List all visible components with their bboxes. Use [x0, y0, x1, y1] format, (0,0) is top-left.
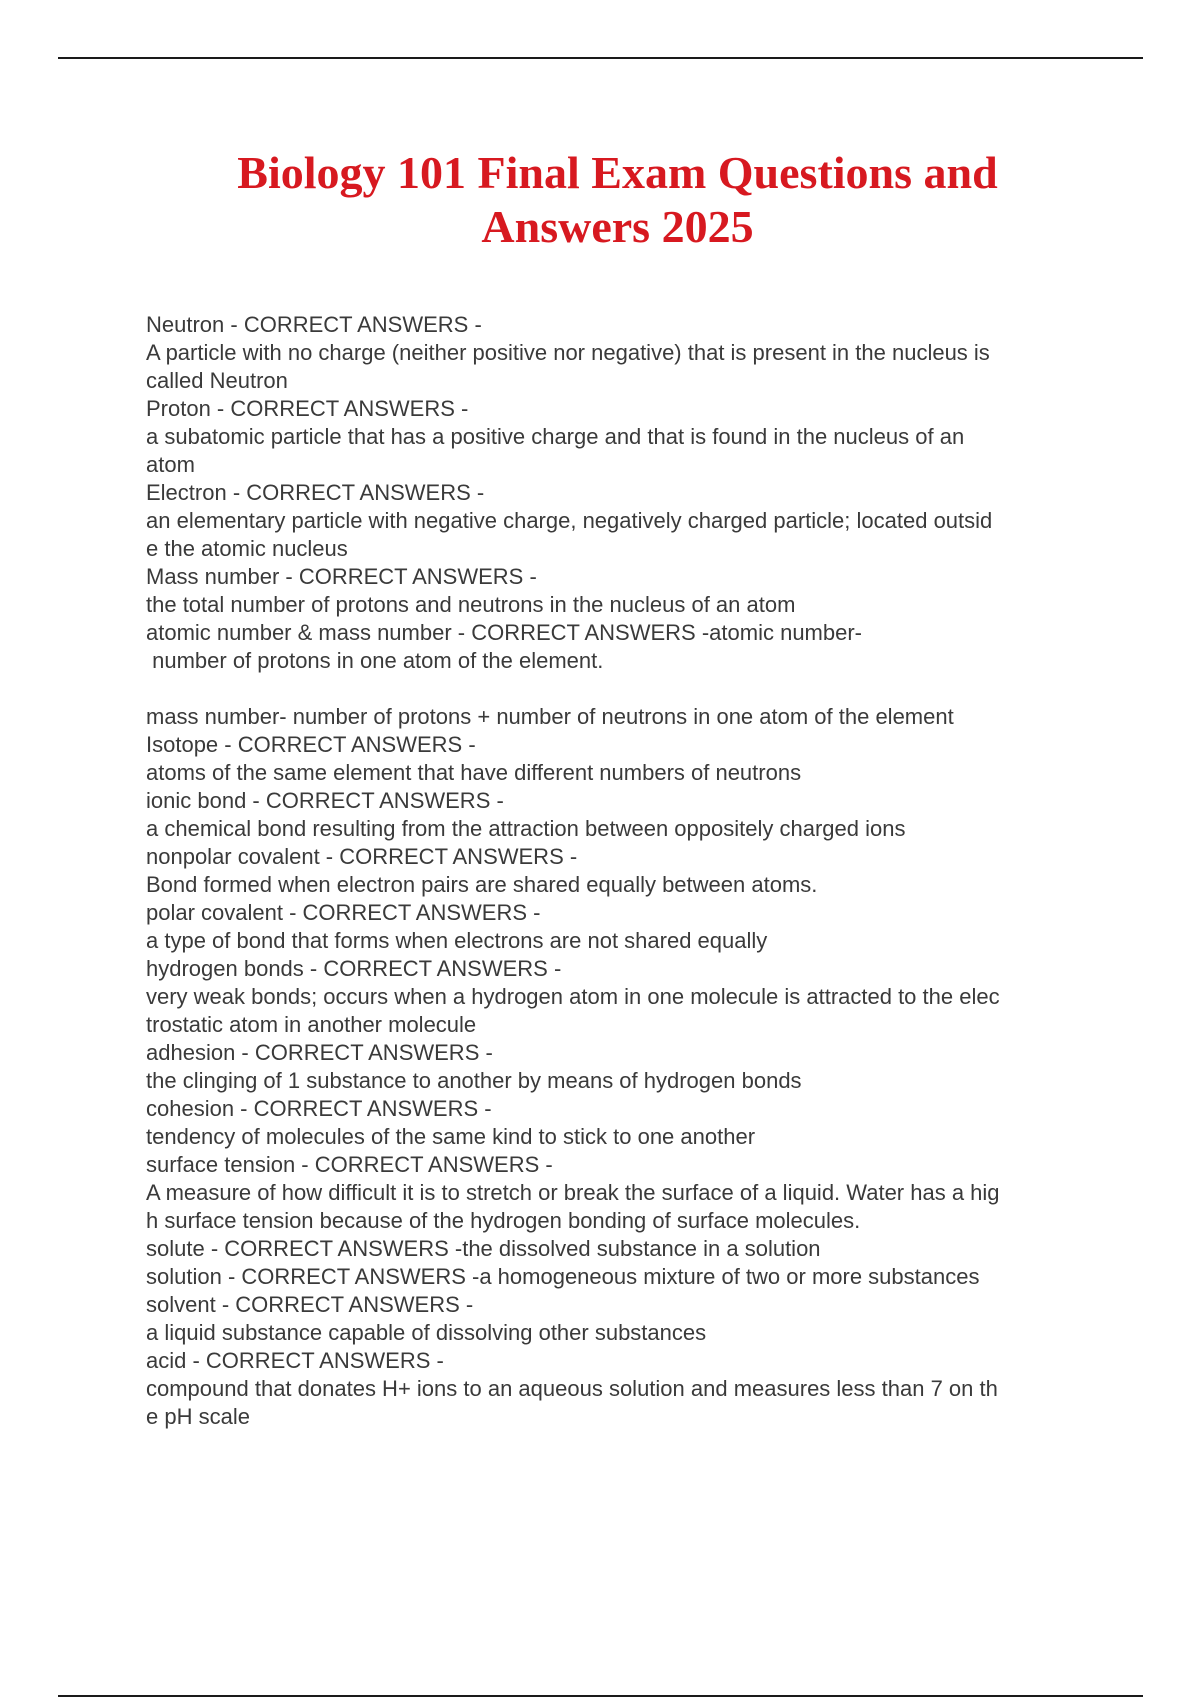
- text-line: solvent - CORRECT ANSWERS -: [146, 1292, 474, 1317]
- text-line: solution - CORRECT ANSWERS -a homogeneous mixture of two or more substances: [146, 1264, 980, 1289]
- text-line: Electron - CORRECT ANSWERS -: [146, 480, 485, 505]
- text-line: Neutron - CORRECT ANSWERS -: [146, 312, 482, 337]
- text-line: Isotope - CORRECT ANSWERS -: [146, 732, 476, 757]
- text-line: the clinging of 1 substance to another by means of hydrogen bonds: [146, 1068, 802, 1093]
- text-line: a chemical bond resulting from the attraction between oppositely charged ions: [146, 816, 906, 841]
- blank-line: [146, 675, 1091, 703]
- text-line: polar covalent - CORRECT ANSWERS -: [146, 900, 541, 925]
- text-line: A particle with no charge (neither positive nor negative) that is present in the nucleus is: [146, 340, 990, 365]
- text-line: atoms of the same element that have different numbers of neutrons: [146, 760, 802, 785]
- text-line: atomic number & mass number - CORRECT ANSWERS -atomic number-: [146, 620, 862, 645]
- text-line: Mass number - CORRECT ANSWERS -: [146, 564, 537, 589]
- text-line: a type of bond that forms when electrons are not shared equally: [146, 928, 768, 953]
- text-line: surface tension - CORRECT ANSWERS -: [146, 1152, 553, 1177]
- text-line: ionic bond - CORRECT ANSWERS -: [146, 788, 504, 813]
- text-line: tendency of molecules of the same kind to stick to one another: [146, 1124, 756, 1149]
- text-line: acid - CORRECT ANSWERS -: [146, 1348, 444, 1373]
- text-line: very weak bonds; occurs when a hydrogen atom in one molecule is attracted to the elec: [146, 984, 1000, 1009]
- text-line: called Neutron: [146, 368, 288, 393]
- text-line: atom: [146, 452, 195, 477]
- text-line: solute - CORRECT ANSWERS -the dissolved substance in a solution: [146, 1236, 821, 1261]
- text-line: a subatomic particle that has a positive charge and that is found in the nucleus of an: [146, 424, 965, 449]
- text-line: h surface tension because of the hydrogen bonding of surface molecules.: [146, 1208, 861, 1233]
- text-line: e pH scale: [146, 1404, 250, 1429]
- text-line: cohesion - CORRECT ANSWERS -: [146, 1096, 492, 1121]
- text-line: a liquid substance capable of dissolving other substances: [146, 1320, 707, 1345]
- text-line: Proton - CORRECT ANSWERS -: [146, 396, 469, 421]
- text-line: A measure of how difficult it is to stretch or break the surface of a liquid. Water has a hig: [146, 1180, 1000, 1205]
- text-line: nonpolar covalent - CORRECT ANSWERS -: [146, 844, 578, 869]
- text-line: e the atomic nucleus: [146, 536, 348, 561]
- top-divider: [58, 57, 1143, 59]
- text-line: Bond formed when electron pairs are shared equally between atoms.: [146, 872, 818, 897]
- text-line: trostatic atom in another molecule: [146, 1012, 477, 1037]
- text-line: adhesion - CORRECT ANSWERS -: [146, 1040, 493, 1065]
- page-title: Biology 101 Final Exam Questions and Answers 2025: [237, 147, 998, 252]
- bottom-divider: [58, 1695, 1143, 1697]
- text-line: mass number- number of protons + number of neutrons in one atom of the element: [146, 704, 954, 729]
- document-body: [146, 311, 1091, 1431]
- text-line: compound that donates H+ ions to an aqueous solution and measures less than 7 on th: [146, 1376, 998, 1401]
- text-line: an elementary particle with negative charge, negatively charged particle; located outsid: [146, 508, 993, 533]
- text-line: the total number of protons and neutrons in the nucleus of an atom: [146, 592, 796, 617]
- text-line: number of protons in one atom of the element.: [146, 648, 604, 673]
- text-line: hydrogen bonds - CORRECT ANSWERS -: [146, 956, 562, 981]
